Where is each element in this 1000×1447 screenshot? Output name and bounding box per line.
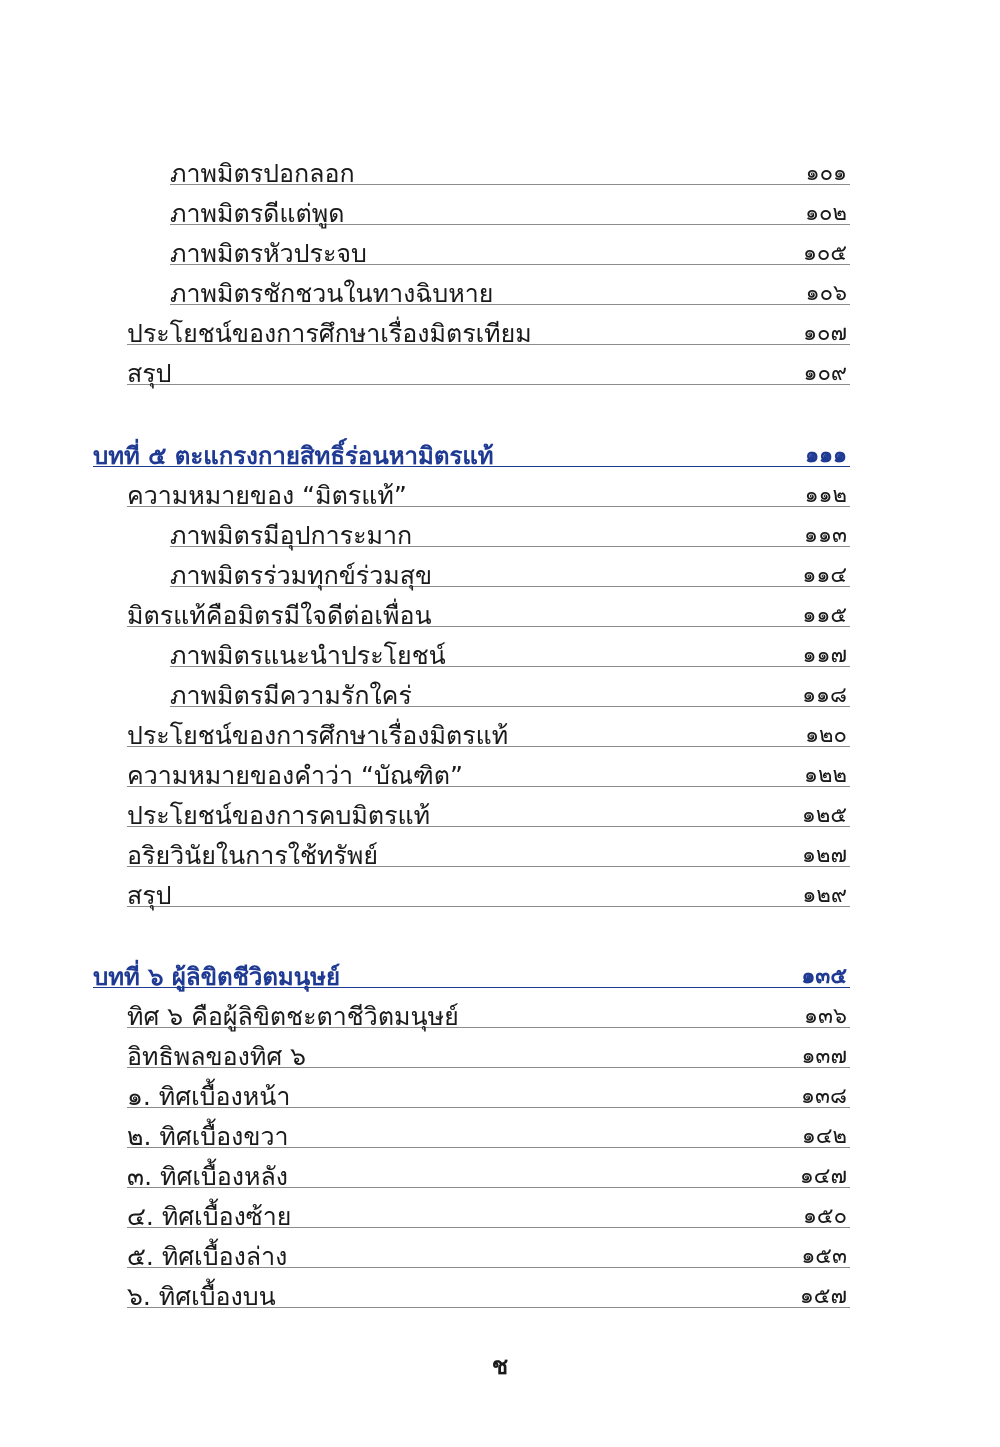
toc-entry xyxy=(0,195,1000,235)
toc-entry xyxy=(0,998,1000,1038)
entry-page-number: ๑๓๘ xyxy=(801,1084,847,1109)
entry-page-number: ๑๒๒ xyxy=(804,763,847,788)
toc-entry xyxy=(0,637,1000,677)
toc-entry xyxy=(0,597,1000,637)
entry-title: ๔. ทิศเบื้องซ้าย xyxy=(127,1202,292,1231)
entry-title: ความหมายของ “มิตรแท้” xyxy=(127,481,407,510)
entry-title: ทิศ ๖ คือผู้ลิขิตชะตาชีวิตมนุษย์ xyxy=(127,1002,459,1031)
entry-page-number: ๑๐๙ xyxy=(803,361,847,386)
entry-page-number: ๑๒๙ xyxy=(802,883,847,908)
entry-page-number: ๑๒๕ xyxy=(801,803,847,828)
entry-page-number: ๑๓๕ xyxy=(801,964,847,989)
toc-entry xyxy=(0,757,1000,797)
toc-entry xyxy=(0,1238,1000,1278)
entry-title: ๕. ทิศเบื้องล่าง xyxy=(127,1242,288,1271)
entry-page-number: ๑๕๓ xyxy=(801,1244,847,1269)
entry-page-number: ๑๕๐ xyxy=(802,1204,847,1229)
toc-entry xyxy=(0,1038,1000,1078)
entry-title: ความหมายของคำว่า “บัณฑิต” xyxy=(127,761,463,790)
leader-line xyxy=(127,384,850,385)
entry-title: มิตรแท้คือมิตรมีใจดีต่อเพื่อน xyxy=(127,601,432,630)
toc-entry xyxy=(0,877,1000,917)
toc-entry xyxy=(0,355,1000,395)
page-number-footer: ช xyxy=(491,1352,509,1380)
toc-entry xyxy=(0,477,1000,517)
entry-page-number: ๑๑๑ xyxy=(805,443,847,468)
toc-entry xyxy=(0,837,1000,877)
entry-title: ภาพมิตรปอกลอก xyxy=(170,159,355,188)
toc-entry xyxy=(0,557,1000,597)
toc-entry xyxy=(0,275,1000,315)
toc-entry xyxy=(0,1118,1000,1158)
entry-title: บทที่ ๕ ตะแกรงกายสิทธิ์ร่อนหามิตรแท้ xyxy=(93,442,494,470)
chapter-entry xyxy=(0,958,1000,998)
entry-page-number: ๑๑๘ xyxy=(802,683,847,708)
entry-title: บทที่ ๖ ผู้ลิขิตชีวิตมนุษย์ xyxy=(93,963,341,991)
chapter-entry xyxy=(0,437,1000,477)
entry-title: ๓. ทิศเบื้องหลัง xyxy=(127,1162,288,1191)
toc-entry xyxy=(0,1198,1000,1238)
entry-page-number: ๑๑๕ xyxy=(802,603,847,628)
entry-title: ภาพมิตรดีแต่พูด xyxy=(170,199,345,228)
entry-page-number: ๑๒๐ xyxy=(805,723,847,748)
entry-title: อิทธิพลของทิศ ๖ xyxy=(127,1042,307,1071)
leader-line xyxy=(127,906,850,907)
entry-title: ภาพมิตรหัวประจบ xyxy=(170,239,367,268)
toc-entry xyxy=(0,517,1000,557)
entry-title: สรุป xyxy=(127,359,172,388)
entry-page-number: ๑๐๗ xyxy=(803,321,847,346)
entry-title: ประโยชน์ของการคบมิตรแท้ xyxy=(127,801,431,830)
entry-title: ๑. ทิศเบื้องหน้า xyxy=(127,1082,291,1111)
entry-title: ประโยชน์ของการศึกษาเรื่องมิตรเทียม xyxy=(127,319,532,348)
entry-title: สรุป xyxy=(127,881,172,910)
entry-title: ภาพมิตรชักชวนในทางฉิบหาย xyxy=(170,279,494,308)
entry-title: ภาพมิตรแนะนำประโยชน์ xyxy=(170,641,446,670)
entry-page-number: ๑๔๒ xyxy=(801,1124,847,1149)
toc-entry xyxy=(0,235,1000,275)
toc-entry xyxy=(0,1078,1000,1118)
entry-page-number: ๑๓๗ xyxy=(801,1044,847,1069)
entry-title: ภาพมิตรมีความรักใคร่ xyxy=(170,681,412,710)
toc-entry xyxy=(0,155,1000,195)
entry-page-number: ๑๑๗ xyxy=(802,643,847,668)
toc-entry xyxy=(0,1158,1000,1198)
entry-page-number: ๑๑๓ xyxy=(804,523,847,548)
entry-page-number: ๑๓๖ xyxy=(804,1004,847,1029)
entry-title: ภาพมิตรมีอุปการะมาก xyxy=(170,521,413,550)
toc-entry xyxy=(0,797,1000,837)
entry-title: ๖. ทิศเบื้องบน xyxy=(127,1282,276,1311)
toc-entry xyxy=(0,717,1000,757)
entry-page-number: ๑๔๗ xyxy=(799,1164,847,1189)
entry-title: ภาพมิตรร่วมทุกข์ร่วมสุข xyxy=(170,561,433,590)
entry-page-number: ๑๕๗ xyxy=(799,1284,847,1309)
entry-page-number: ๑๑๔ xyxy=(802,563,847,588)
entry-page-number: ๑๑๒ xyxy=(804,483,847,508)
entry-title: ประโยชน์ของการศึกษาเรื่องมิตรแท้ xyxy=(127,721,509,750)
entry-page-number: ๑๐๖ xyxy=(805,281,847,306)
entry-page-number: ๑๐๑ xyxy=(805,161,847,186)
toc-entry xyxy=(0,1278,1000,1318)
entry-page-number: ๑๐๕ xyxy=(802,241,847,266)
entry-page-number: ๑๐๒ xyxy=(805,201,847,226)
entry-title: อริยวินัยในการใช้ทรัพย์ xyxy=(127,841,378,870)
toc-entry xyxy=(0,677,1000,717)
toc-entry xyxy=(0,315,1000,355)
entry-page-number: ๑๒๗ xyxy=(801,843,847,868)
entry-title: ๒. ทิศเบื้องขวา xyxy=(127,1122,289,1151)
